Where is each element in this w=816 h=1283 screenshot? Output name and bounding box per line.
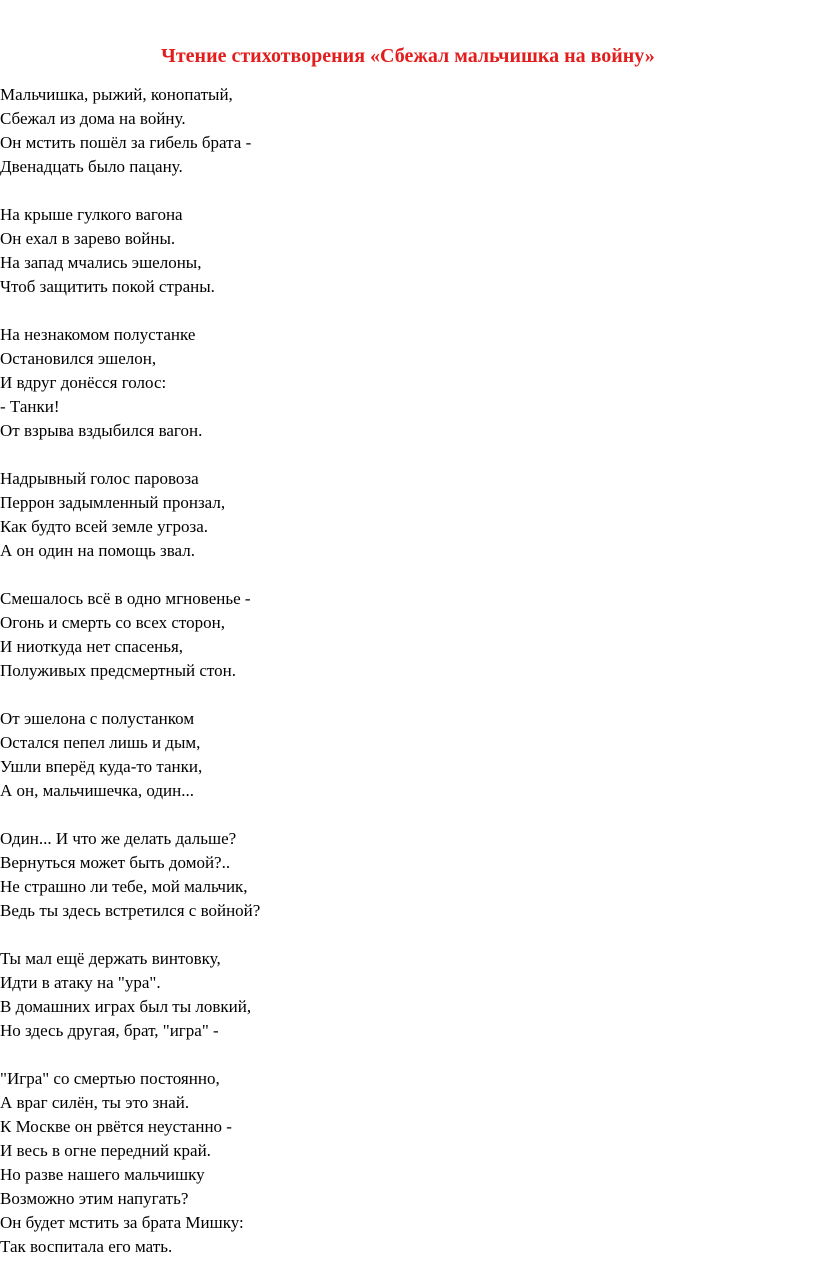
poem-line: Ушли вперёд куда-то танки,	[0, 757, 203, 776]
poem-line: - Танки!	[0, 397, 60, 416]
poem-line: Один... И что же делать дальше?	[0, 829, 237, 848]
poem-line: На крыше гулкого вагона	[0, 205, 183, 224]
poem-line: Полуживых предсмертный стон.	[0, 661, 236, 680]
poem-line: К Москве он рвётся неустанно -	[0, 1117, 232, 1136]
poem-line: Надрывный голос паровоза	[0, 469, 199, 488]
poem-line: Идти в атаку на "ура".	[0, 973, 161, 992]
poem-line: На незнакомом полустанке	[0, 325, 196, 344]
poem-body	[0, 83, 760, 1283]
stanza-3	[0, 323, 760, 443]
stanza-7	[0, 827, 760, 923]
poem-line: Не страшно ли тебе, мой мальчик,	[0, 877, 248, 896]
poem-line: От эшелона с полустанком	[0, 709, 195, 728]
poem-line: Ты мал ещё держать винтовку,	[0, 949, 221, 968]
poem-line: Вернуться может быть домой?..	[0, 853, 231, 872]
poem-line: Смешалось всё в одно мгновенье -	[0, 589, 251, 608]
poem-line: Мальчишка, рыжий, конопатый,	[0, 85, 233, 104]
poem-line: А он один на помощь звал.	[0, 541, 195, 560]
poem-line: Как будто всей земле угроза.	[0, 517, 209, 536]
stanza-1	[0, 83, 760, 179]
poem-line: А враг силён, ты это знай.	[0, 1093, 190, 1112]
poem-line: Так воспитала его мать.	[0, 1237, 173, 1256]
page-title: Чтение стихотворения «Сбежал мальчишка на войну»	[161, 45, 655, 67]
stanza-9	[0, 1067, 760, 1259]
poem-line: Перрон задымленный пронзал,	[0, 493, 226, 512]
poem-line: Он ехал в зарево войны.	[0, 229, 176, 248]
poem-line: Двенадцать было пацану.	[0, 157, 183, 176]
poem-line: Он мстить пошёл за гибель брата -	[0, 133, 252, 152]
poem-line: "Игра" со смертью постоянно,	[0, 1069, 220, 1088]
poem-line: Остановился эшелон,	[0, 349, 157, 368]
poem-line: Возможно этим напугать?	[0, 1189, 189, 1208]
poem-line: А он, мальчишечка, один...	[0, 781, 194, 800]
stanza-5	[0, 587, 760, 683]
poem-line: Чтоб защитить покой страны.	[0, 277, 215, 296]
stanza-6	[0, 707, 760, 803]
poem-line: И вдруг донёсся голос:	[0, 373, 167, 392]
poem-line: Остался пепел лишь и дым,	[0, 733, 201, 752]
poem-line: И весь в огне передний край.	[0, 1141, 211, 1160]
poem-line: Но разве нашего мальчишку	[0, 1165, 205, 1184]
poem-line: И ниоткуда нет спасенья,	[0, 637, 184, 656]
stanza-8	[0, 947, 760, 1043]
poem-line: Ведь ты здесь встретился с войной?	[0, 901, 261, 920]
stanza-4	[0, 467, 760, 563]
poem-line: В домашних играх был ты ловкий,	[0, 997, 252, 1016]
poem-line: Но здесь другая, брат, "игра" -	[0, 1021, 219, 1040]
poem-line: Он будет мстить за брата Мишку:	[0, 1213, 244, 1232]
poem-line: На запад мчались эшелоны,	[0, 253, 202, 272]
poem-line: Огонь и смерть со всех сторон,	[0, 613, 225, 632]
stanza-2	[0, 203, 760, 299]
poem-line: От взрыва вздыбился вагон.	[0, 421, 203, 440]
poem-line: Сбежал из дома на войну.	[0, 109, 186, 128]
